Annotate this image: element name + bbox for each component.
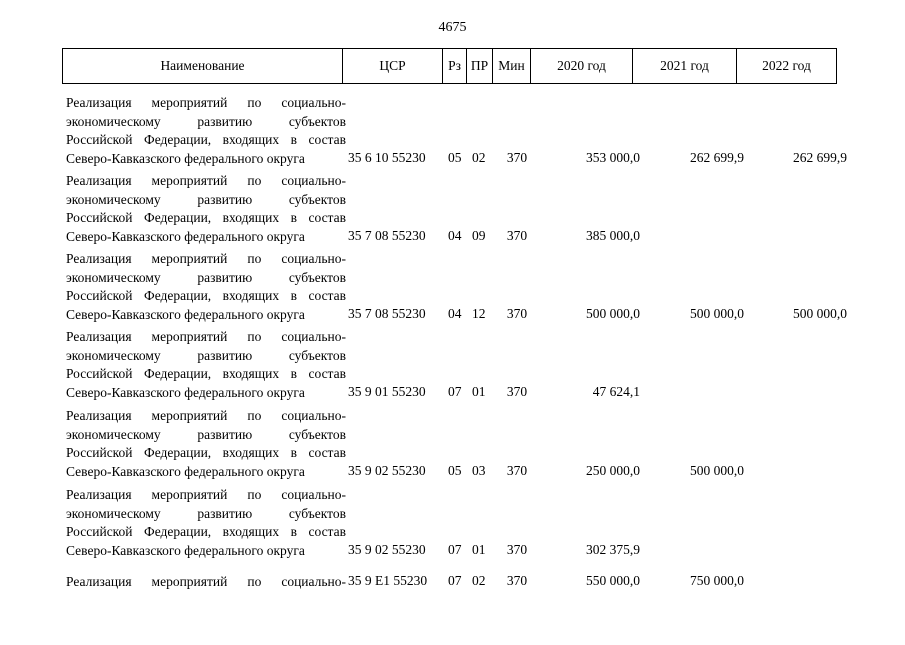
row-rz: 04 [448,306,462,322]
row-name-line: Российской Федерации, входящих в состав [66,210,346,226]
row-y2022: 500 000,0 [793,306,847,322]
header-pr: ПР [467,49,493,84]
row-csr: 35 7 08 55230 [348,306,426,322]
table-row [0,250,905,322]
row-name [66,407,346,482]
row-name [66,172,346,247]
row-name-line: Северо-Кавказского федерального округа [66,385,305,401]
row-rz: 07 [448,573,462,588]
row-rz: 05 [448,150,462,166]
row-y2020: 302 375,9 [586,542,640,558]
header-rz: Рз [443,49,467,84]
table-row [0,407,905,479]
row-y2021: 262 699,9 [690,150,744,166]
row-name-line: Российской Федерации, входящих в состав [66,445,346,461]
row-name-line: Северо-Кавказского федерального округа [66,307,305,323]
row-rz: 07 [448,542,462,558]
table-row [0,573,905,645]
row-y2020: 353 000,0 [586,150,640,166]
row-name-line: Реализация мероприятий по социально- [66,487,346,502]
row-csr: 35 9 E1 55230 [348,573,428,588]
row-name-line: Реализация мероприятий по социально- [66,574,346,589]
row-min: 370 [506,384,528,400]
row-name-line: Реализация мероприятий по социально- [66,173,346,188]
row-y2021: 500 000,0 [690,306,744,322]
row-name-line: экономическому развитию субъектов [66,347,346,363]
row-pr: 01 [472,542,486,558]
row-name-line: Реализация мероприятий по социально- [66,95,346,110]
header-2021: 2021 год [633,49,737,84]
row-csr: 35 7 08 55230 [348,228,426,244]
row-name-line: экономическому развитию субъектов [66,113,346,129]
row-name-line: Реализация мероприятий по социально- [66,329,346,344]
table-row [0,486,905,558]
row-name-line: экономическому развитию субъектов [66,191,346,207]
row-csr: 35 9 02 55230 [348,463,426,479]
row-y2020: 385 000,0 [586,228,640,244]
row-name-line: экономическому развитию субъектов [66,269,346,285]
row-min: 370 [506,306,528,322]
table-row [0,328,905,400]
row-min: 370 [506,228,528,244]
row-csr: 35 9 01 55230 [348,384,426,400]
row-y2021: 750 000,0 [690,573,744,588]
row-name-line: Российской Федерации, входящих в состав [66,366,346,382]
row-y2020: 550 000,0 [586,573,640,588]
page-number: 4675 [438,20,467,35]
row-y2022: 262 699,9 [793,150,847,166]
row-rz: 04 [448,228,462,244]
header-name: Наименование [63,49,343,84]
row-pr: 03 [472,463,486,479]
row-pr: 12 [472,306,486,322]
row-y2020: 250 000,0 [586,463,640,479]
row-y2021: 500 000,0 [690,463,744,479]
header-2020: 2020 год [531,49,633,84]
table-row [0,172,905,244]
row-name-line: Реализация мероприятий по социально- [66,408,346,423]
row-name [66,250,346,325]
row-name-line: Российской Федерации, входящих в состав [66,288,346,304]
header-2022: 2022 год [737,49,837,84]
row-pr: 09 [472,228,486,244]
row-pr: 02 [472,150,486,166]
row-name-line: экономическому развитию субъектов [66,426,346,442]
row-name [66,486,346,561]
row-name-line: Реализация мероприятий по социально- [66,251,346,266]
row-name-line: Северо-Кавказского федерального округа [66,229,305,245]
row-min: 370 [506,573,528,588]
row-min: 370 [506,542,528,558]
row-name-line: экономическому развитию субъектов [66,505,346,521]
row-name [66,573,346,592]
row-min: 370 [506,463,528,479]
table-header [62,48,837,84]
row-min: 370 [506,150,528,166]
row-name-line: Северо-Кавказского федерального округа [66,543,305,559]
row-pr: 01 [472,384,486,400]
row-y2020: 500 000,0 [586,306,640,322]
row-csr: 35 6 10 55230 [348,150,426,166]
row-rz: 07 [448,384,462,400]
row-csr: 35 9 02 55230 [348,542,426,558]
table-row [0,94,905,166]
header-csr: ЦСР [343,49,443,84]
row-y2020: 47 624,1 [592,384,640,400]
row-rz: 05 [448,463,462,479]
row-name-line: Российской Федерации, входящих в состав [66,132,346,148]
row-name-line: Северо-Кавказского федерального округа [66,151,305,167]
row-name [66,94,346,169]
row-name [66,328,346,403]
row-pr: 02 [472,573,486,588]
header-min: Мин [493,49,531,84]
row-name-line: Северо-Кавказского федерального округа [66,464,305,480]
row-name-line: Российской Федерации, входящих в состав [66,524,346,540]
